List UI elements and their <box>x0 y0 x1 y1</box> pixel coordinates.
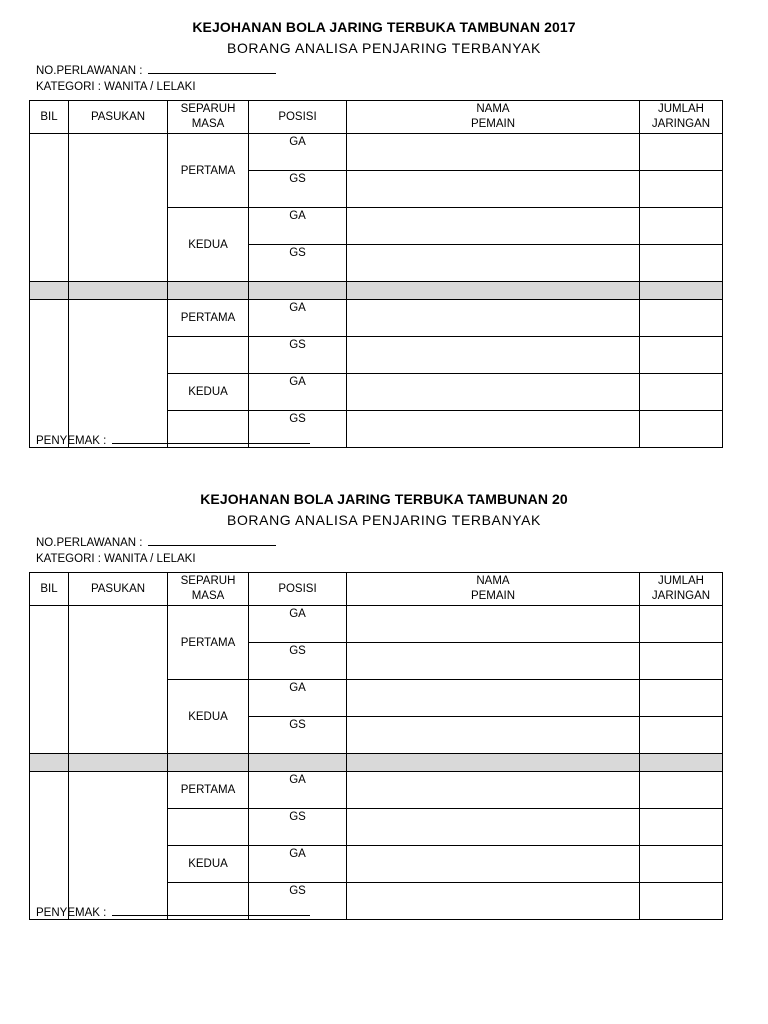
player-name-cell[interactable] <box>347 846 640 883</box>
checker-field[interactable] <box>112 905 310 916</box>
goals-cell[interactable] <box>640 846 723 883</box>
category-line: KATEGORI : WANITA / LELAKI <box>36 81 196 93</box>
table-row <box>30 134 723 171</box>
position-gs-cell: GS <box>249 717 347 754</box>
position-ga-cell: GA <box>249 300 347 337</box>
separator-row <box>30 754 723 772</box>
player-name-cell[interactable] <box>347 374 640 411</box>
player-name-cell[interactable] <box>347 680 640 717</box>
checker-label: PENYEMAK : <box>36 435 107 447</box>
header-nama-pemain: NAMA PEMAIN <box>347 101 640 134</box>
half-second-cell: KEDUA <box>168 374 249 411</box>
form-subtitle: BORANG ANALISA PENJARING TERBANYAK <box>227 40 541 56</box>
table-row <box>30 300 723 337</box>
header-jumlah-jaringan: JUMLAH JARINGAN <box>640 573 723 606</box>
header-bil: BIL <box>30 573 69 606</box>
form-title: KEJOHANAN BOLA JARING TERBUKA TAMBUNAN 2017 <box>192 19 576 35</box>
half-first-cell: PERTAMA <box>168 300 249 337</box>
form-subtitle: BORANG ANALISA PENJARING TERBANYAK <box>227 512 541 528</box>
bil-cell[interactable] <box>30 134 69 282</box>
position-gs-cell: GS <box>249 883 347 920</box>
goals-cell[interactable] <box>640 643 723 680</box>
goals-cell[interactable] <box>640 374 723 411</box>
header-pasukan: PASUKAN <box>69 101 168 134</box>
half-second-cell: KEDUA <box>168 680 249 754</box>
position-ga-cell: GA <box>249 846 347 883</box>
goals-cell[interactable] <box>640 171 723 208</box>
goals-cell[interactable] <box>640 809 723 846</box>
half-first-cell: PERTAMA <box>168 606 249 680</box>
header-pasukan: PASUKAN <box>69 573 168 606</box>
goals-cell[interactable] <box>640 411 723 448</box>
scorer-table <box>29 572 723 920</box>
scorer-table <box>29 100 723 448</box>
position-gs-cell: GS <box>249 245 347 282</box>
team-cell[interactable] <box>69 300 168 448</box>
player-name-cell[interactable] <box>347 337 640 374</box>
match-number-field[interactable] <box>148 63 276 74</box>
checker-line <box>36 433 310 447</box>
player-name-cell[interactable] <box>347 208 640 245</box>
match-number-line <box>36 535 276 549</box>
header-posisi: POSISI <box>249 573 347 606</box>
position-ga-cell: GA <box>249 374 347 411</box>
player-name-cell[interactable] <box>347 300 640 337</box>
player-name-cell[interactable] <box>347 606 640 643</box>
header-row <box>30 573 723 606</box>
checker-line <box>36 905 310 919</box>
player-name-cell[interactable] <box>347 245 640 282</box>
goals-cell[interactable] <box>640 606 723 643</box>
bil-cell[interactable] <box>30 772 69 920</box>
position-gs-cell: GS <box>249 809 347 846</box>
half-first-cell: PERTAMA <box>168 772 249 809</box>
match-number-line <box>36 63 276 77</box>
position-ga-cell: GA <box>249 208 347 245</box>
bil-cell[interactable] <box>30 606 69 754</box>
player-name-cell[interactable] <box>347 171 640 208</box>
team-cell[interactable] <box>69 772 168 920</box>
bil-cell[interactable] <box>30 300 69 448</box>
header-separuh-masa: SEPARUH MASA <box>168 573 249 606</box>
player-name-cell[interactable] <box>347 134 640 171</box>
table-row <box>30 772 723 809</box>
table-row <box>30 606 723 643</box>
goals-cell[interactable] <box>640 717 723 754</box>
match-number-field[interactable] <box>148 535 276 546</box>
header-bil: BIL <box>30 101 69 134</box>
player-name-cell[interactable] <box>347 883 640 920</box>
half-blank-cell <box>168 809 249 846</box>
position-gs-cell: GS <box>249 337 347 374</box>
goals-cell[interactable] <box>640 883 723 920</box>
match-number-label: NO.PERLAWANAN : <box>36 537 143 549</box>
half-second-cell: KEDUA <box>168 846 249 883</box>
header-separuh-masa: SEPARUH MASA <box>168 101 249 134</box>
goals-cell[interactable] <box>640 245 723 282</box>
team-cell[interactable] <box>69 606 168 754</box>
goals-cell[interactable] <box>640 300 723 337</box>
separator-row <box>30 282 723 300</box>
goals-cell[interactable] <box>640 134 723 171</box>
position-ga-cell: GA <box>249 606 347 643</box>
match-number-label: NO.PERLAWANAN : <box>36 65 143 77</box>
player-name-cell[interactable] <box>347 717 640 754</box>
player-name-cell[interactable] <box>347 772 640 809</box>
position-gs-cell: GS <box>249 643 347 680</box>
goals-cell[interactable] <box>640 208 723 245</box>
position-gs-cell: GS <box>249 171 347 208</box>
position-gs-cell: GS <box>249 411 347 448</box>
player-name-cell[interactable] <box>347 809 640 846</box>
player-name-cell[interactable] <box>347 643 640 680</box>
position-ga-cell: GA <box>249 680 347 717</box>
goals-cell[interactable] <box>640 772 723 809</box>
header-row <box>30 101 723 134</box>
half-first-cell: PERTAMA <box>168 134 249 208</box>
checker-label: PENYEMAK : <box>36 907 107 919</box>
position-ga-cell: GA <box>249 134 347 171</box>
player-name-cell[interactable] <box>347 411 640 448</box>
form-title: KEJOHANAN BOLA JARING TERBUKA TAMBUNAN 20 <box>200 491 568 507</box>
half-blank-cell <box>168 337 249 374</box>
half-second-cell: KEDUA <box>168 208 249 282</box>
header-jumlah-jaringan: JUMLAH JARINGAN <box>640 101 723 134</box>
team-cell[interactable] <box>69 134 168 282</box>
goals-cell[interactable] <box>640 337 723 374</box>
checker-field[interactable] <box>112 433 310 444</box>
header-nama-pemain: NAMA PEMAIN <box>347 573 640 606</box>
category-line: KATEGORI : WANITA / LELAKI <box>36 553 196 565</box>
header-posisi: POSISI <box>249 101 347 134</box>
position-ga-cell: GA <box>249 772 347 809</box>
goals-cell[interactable] <box>640 680 723 717</box>
